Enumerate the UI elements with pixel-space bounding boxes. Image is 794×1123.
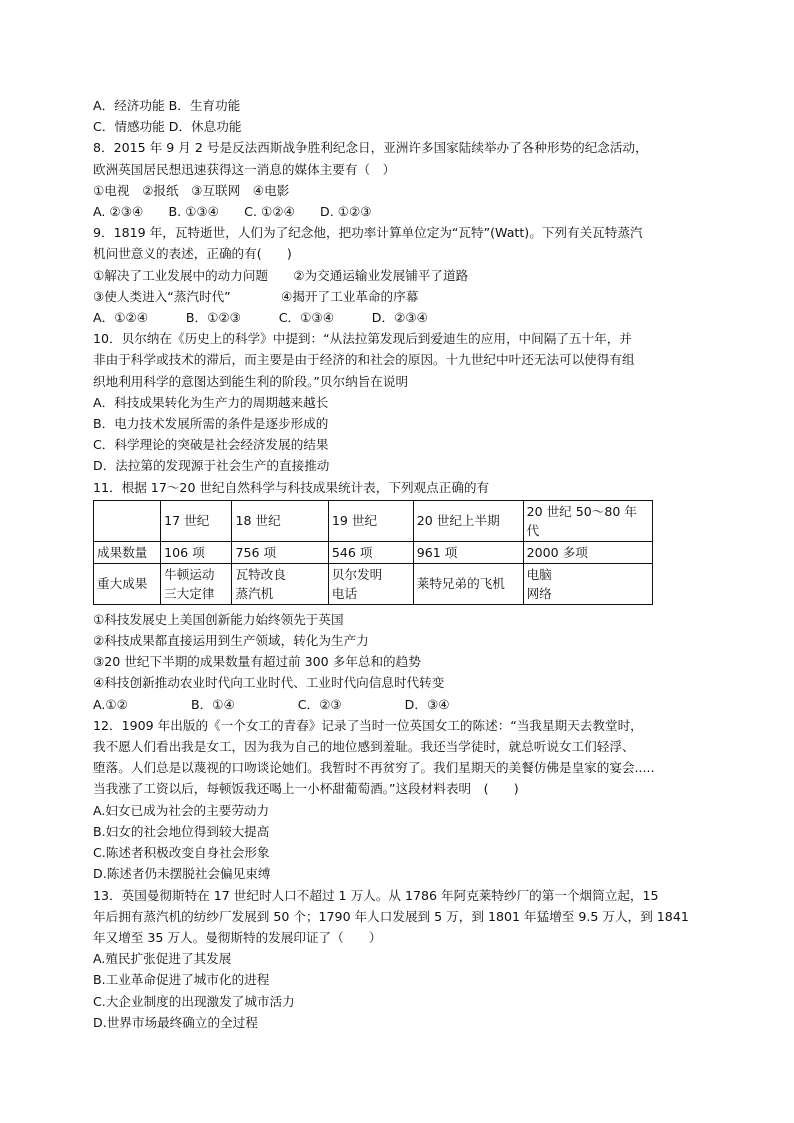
table-cell: 17 世纪 [161, 500, 232, 541]
text-line: A．①②④ B．①②③ C．①③④ D．②③④ [93, 310, 428, 326]
statistics-table [93, 500, 653, 605]
text-line: 8．2015 年 9 月 2 号是反法西斯战争胜利纪念日，亚洲许多国家陆续举办了各种形势的纪念活动， [93, 140, 648, 156]
cell-line: 莱特兄弟的飞机 [416, 576, 505, 592]
table-cell [328, 563, 413, 604]
table-cell: 756 项 [232, 541, 328, 563]
text-block-top [93, 95, 705, 498]
text-line: ④科技创新推动农业时代向工业时代、工业时代向信息时代转变 [93, 675, 445, 691]
table-cell [161, 563, 232, 604]
cell-line: 瓦特改良 [235, 566, 286, 582]
text-line: 欧洲英国居民想迅速获得这一消息的媒体主要有（ ） [93, 161, 396, 177]
text-line: 13．英国曼彻斯特在 17 世纪时人口不超过 1 万人。从 1786 年阿克莱特纱厂的第一个烟筒立起，15 [93, 887, 659, 903]
text-line: D.世界市场最终确立的全过程 [93, 1014, 258, 1030]
text-line: B.工业革命促进了城市化的进程 [93, 972, 270, 988]
text-line: 年后拥有蒸汽机的纺纱厂发展到 50 个；1790 年人口发展到 5 万，到 1801 年猛增至 9.5 万人，到 1841 [93, 908, 689, 924]
text-line: 堕落。人们总是以蔑视的口吻谈论她们。我暂时不再贫穷了。我们星期天的美餐仿佛是皇家的宴会..... [93, 760, 655, 776]
table-cell: 106 项 [161, 541, 232, 563]
cell-line: 三大定律 [164, 585, 215, 601]
document-page [93, 95, 705, 1033]
text-line: A. ②③④ B. ①③④ C. ①②④ D. ①②③ [93, 204, 372, 220]
cell-line: 电脑 [526, 566, 552, 582]
text-line: A.殖民扩张促进了其发展 [93, 951, 232, 967]
table-row-achievements [94, 563, 653, 604]
text-line: 9．1819 年，瓦特逝世，人们为了纪念他，把功率计算单位定为“瓦特”(Watt)。下列有关瓦特蒸汽 [93, 225, 643, 241]
text-line: A.①② B．①④ C．②③ D．③④ [93, 696, 450, 712]
text-line: ①解决了工业发展中的动力问题 ②为交通运输业发展铺平了道路 [93, 267, 469, 283]
cell-line: 贝尔发明 [331, 566, 383, 582]
table-cell [94, 500, 161, 541]
table-cell: 961 项 [413, 541, 523, 563]
text-line: A.妇女已成为社会的主要劳动力 [93, 802, 270, 818]
text-block-bottom [93, 609, 705, 1033]
cell-line: 电话 [331, 585, 358, 601]
text-line: 非由于科学或技术的滞后，而主要是由于经济的和社会的原因。十九世纪中叶还无法可以使得有组 [93, 352, 635, 368]
table-cell: 546 项 [328, 541, 413, 563]
text-line: ③使人类进入“蒸汽时代” ④揭开了工业革命的序幕 [93, 288, 419, 304]
text-line: ③20 世纪下半期的成果数量有超过前 300 多年总和的趋势 [93, 654, 421, 670]
table-cell [413, 563, 523, 604]
table-cell: 20 世纪上半期 [413, 500, 523, 541]
text-line: C.陈述者积极改变自身社会形象 [93, 845, 270, 861]
text-line: D.陈述者仍未摆脱社会偏见束缚 [93, 866, 271, 882]
text-line: A．科技成果转化为生产力的周期越来越长 [93, 394, 329, 410]
text-line: B．电力技术发展所需的条件是逐步形成的 [93, 416, 329, 432]
text-line: 10．贝尔纳在《历史上的科学》中提到：“从法拉第发现后到爱迪生的应用，中间隔了五十年，并 [93, 331, 632, 347]
text-line: A．经济功能 B．生育功能 [93, 98, 241, 113]
text-line: D．法拉第的发现源于社会生产的直接推动 [93, 458, 330, 474]
table-cell: 成果数量 [94, 541, 161, 563]
text-line: C．情感功能 D．休息功能 [93, 119, 242, 135]
text-line: ②科技成果都直接运用到生产领域，转化为生产力 [93, 633, 369, 649]
text-line: ①电视 ②报纸 ③互联网 ④电影 [93, 182, 290, 198]
table-cell: 18 世纪 [232, 500, 328, 541]
table-cell: 重大成果 [94, 563, 161, 604]
text-line: 机问世意义的表述，正确的有( ) [93, 246, 292, 262]
cell-line: 网络 [526, 585, 552, 601]
text-line: C．科学理论的突破是社会经济发展的结果 [93, 437, 329, 453]
text-line: 当我涨了工资以后，每顿饭我还喝上一小杯甜葡萄酒。”这段材料表明 ( ) [93, 781, 519, 797]
table-header-row [94, 500, 653, 541]
text-line: ①科技发展史上美国创新能力始终领先于英国 [93, 611, 344, 627]
text-line: 11．根据 17～20 世纪自然科学与科技成果统计表，下列观点正确的有 [93, 479, 490, 495]
text-line: C.大企业制度的出现激发了城市活力 [93, 993, 295, 1009]
table-cell [523, 563, 652, 604]
text-line: 我不愿人们看出我是女工，因为我为自己的地位感到羞耻。我还当学徒时，就总听说女工们轻浮、 [93, 739, 635, 755]
cell-line: 牛顿运动 [164, 566, 215, 582]
cell-line: 蒸汽机 [235, 585, 274, 601]
text-line: 12．1909 年出版的《一个女工的青春》记录了当时一位英国女工的陈述：“当我星期天去教堂时， [93, 717, 643, 733]
text-line: 年又增至 35 万人。曼彻斯特的发展印证了（ ） [93, 929, 382, 945]
table-cell: 20 世纪 50～80 年代 [523, 500, 652, 541]
table-cell: 2000 多项 [523, 541, 652, 563]
text-line: 织地利用科学的意图达到能生利的阶段。”贝尔纳旨在说明 [93, 373, 409, 389]
table-cell [232, 563, 328, 604]
table-row-count [94, 541, 653, 563]
table-cell: 19 世纪 [328, 500, 413, 541]
text-line: B.妇女的社会地位得到较大提高 [93, 823, 270, 839]
